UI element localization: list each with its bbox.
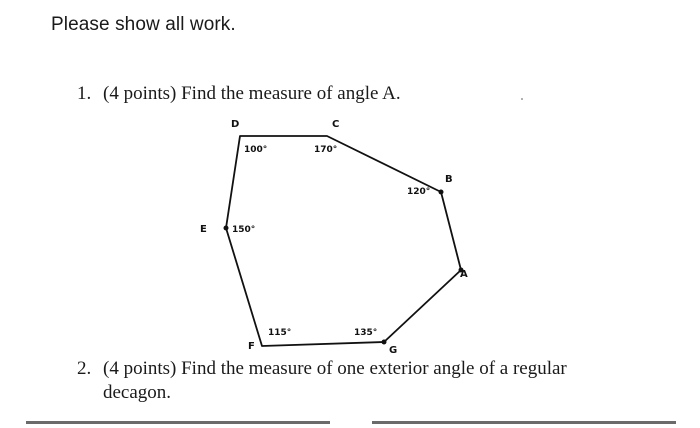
vertex-marker-e [224,226,229,231]
answer-line-right [372,421,676,424]
angle-label-f: 115° [268,328,292,338]
question-2-number: 2. [77,358,92,379]
angle-label-b: 120° [407,187,431,197]
angle-label-c: 170° [314,145,338,155]
angle-label-g: 135° [354,328,378,338]
vertex-label-d: D [231,119,240,130]
question-2 [77,357,637,405]
question-1-number: 1. [77,83,92,104]
vertex-marker-b [439,190,444,195]
question-2-text-line1: (4 points) Find the measure of one exterior angle of a regular [103,358,567,379]
vertex-label-b: B [445,174,453,185]
angle-label-d: 100° [244,145,268,155]
heptagon-shape [226,136,461,346]
vertex-label-e: E [200,224,207,235]
vertex-label-c: C [332,119,340,130]
instructions: Please show all work. [51,14,236,35]
vertex-label-f: F [248,341,255,352]
question-1-text: (4 points) Find the measure of angle A. [103,83,401,104]
vertex-label-g: G [389,345,398,356]
vertex-label-a: A [460,269,468,280]
angle-label-e: 150° [232,225,256,235]
question-2-text-line2: decagon. [103,382,172,403]
vertex-marker-g [382,340,387,345]
answer-line-left [26,421,330,424]
